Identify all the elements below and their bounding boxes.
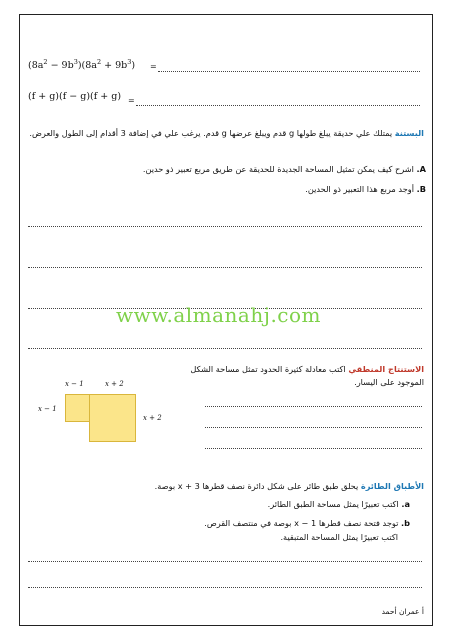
- problem-1-expression: $(8a^2 - 9b^3)(8a^2 + 9b^3)$: [28, 58, 136, 72]
- disc-answer-line-1[interactable]: [28, 561, 422, 562]
- dim-top-right: x + 2: [105, 380, 124, 388]
- garden-text: يمتلك علي حديقة يبلغ طولها g قدم ويبلغ عرضها g قدم. يرغب علي في إضافة 3 أقدام إلى الطول والعرض.: [29, 128, 395, 138]
- problem-2-answer-line[interactable]: [136, 105, 420, 106]
- logic-title: الاستنتاج المنطقي: [348, 364, 424, 374]
- logic-problem: [176, 363, 424, 389]
- problem-1-answer-line[interactable]: [158, 71, 420, 72]
- footer-author: أ عمران أحمد: [381, 607, 424, 616]
- disc-text: يحلق طبق طائر على شكل دائرة نصف قطرها 3 + x بوصة.: [154, 481, 361, 491]
- disc-answer-line-2[interactable]: [28, 587, 422, 588]
- garden-answer-line-1[interactable]: [28, 226, 422, 227]
- garden-problem: [26, 127, 424, 139]
- problem-2-equals: =: [128, 96, 135, 105]
- watermark: www.almanahj.com: [116, 303, 322, 327]
- disc-part-b: b. توجد فتحة نصف قطرها 1 − x بوصة في منتصف القرص.: [204, 518, 410, 528]
- problem-2-expression: (f + g)(f − g)(f + g): [28, 91, 122, 102]
- logic-answer-line-2[interactable]: [205, 427, 422, 428]
- disc-title: الأطباق الطائرة: [360, 481, 424, 491]
- small-square: [65, 394, 90, 422]
- dim-left: x − 1: [38, 405, 57, 413]
- garden-answer-line-2[interactable]: [28, 267, 422, 268]
- disc-part-b-line2: اكتب تعبيرًا يمثل المساحة المتبقية.: [280, 532, 398, 542]
- garden-part-b: B. أوجد مربع هذا التعبير ذو الحدين.: [305, 184, 426, 194]
- logic-answer-line-3[interactable]: [205, 448, 422, 449]
- logic-text: اكتب معادلة كثيرة الحدود تمثل مساحة الشكل الموجود على اليسار.: [190, 364, 424, 387]
- dim-right: x + 2: [143, 414, 162, 422]
- problem-1-equals: =: [150, 62, 157, 71]
- disc-part-a: a. اكتب تعبيرًا يمثل مساحة الطبق الطائر.: [267, 499, 410, 509]
- garden-title: البستنة: [394, 128, 424, 138]
- garden-part-a: A. اشرح كيف يمكن تمثيل المساحة الجديدة للحديقة عن طريق مربع تعبير ذو حدين.: [142, 164, 426, 174]
- large-square: [89, 394, 136, 442]
- dim-top-left: x − 1: [65, 380, 84, 388]
- logic-answer-line-1[interactable]: [205, 406, 422, 407]
- area-figure: [30, 378, 190, 478]
- disc-problem: [40, 480, 424, 492]
- garden-answer-line-4[interactable]: [28, 348, 422, 349]
